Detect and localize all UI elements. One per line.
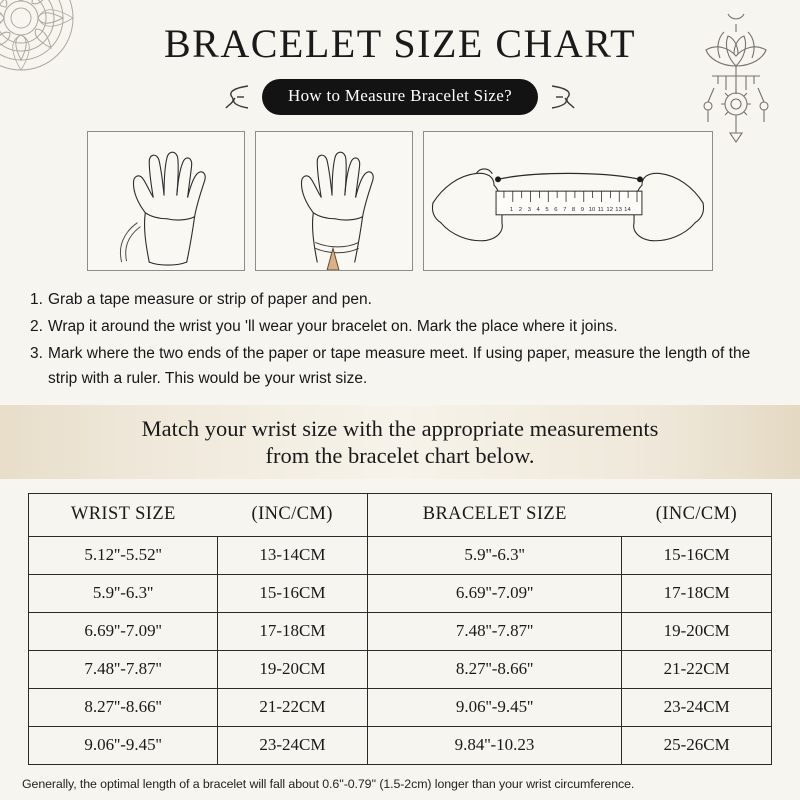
cell-bracelet-inch: 9.06''-9.45'' <box>367 689 621 727</box>
svg-text:5: 5 <box>545 206 549 213</box>
svg-text:4: 4 <box>536 206 540 213</box>
cell-wrist-cm: 21-22CM <box>218 689 368 727</box>
size-table-wrapper <box>28 493 772 765</box>
step-text: Mark where the two ends of the paper or tape measure meet. If using paper, measure the length of the strip with a ruler. This would be your wrist size. <box>48 345 751 388</box>
table-row <box>29 651 772 689</box>
svg-text:8: 8 <box>571 206 576 213</box>
subtitle-pill: How to Measure Bracelet Size? <box>262 79 538 115</box>
cell-bracelet-inch: 6.69''-7.09'' <box>367 575 621 613</box>
header-wrist-size: WRIST SIZE <box>29 494 218 537</box>
table-header-row <box>29 494 772 537</box>
header-bracelet-size: BRACELET SIZE <box>367 494 621 537</box>
svg-text:1: 1 <box>509 206 514 213</box>
banner-line-1: Match your wrist size with the appropriate measurements <box>141 416 659 441</box>
cell-bracelet-cm: 15-16CM <box>622 537 772 575</box>
cell-wrist-inch: 5.12''-5.52'' <box>29 537 218 575</box>
cell-bracelet-cm: 21-22CM <box>622 651 772 689</box>
cell-wrist-cm: 19-20CM <box>218 651 368 689</box>
cell-wrist-inch: 8.27''-8.66'' <box>29 689 218 727</box>
cell-bracelet-inch: 8.27''-8.66'' <box>367 651 621 689</box>
svg-text:13: 13 <box>615 206 622 213</box>
cell-wrist-inch: 5.9''-6.3'' <box>29 575 218 613</box>
match-size-banner <box>0 405 800 479</box>
svg-text:14: 14 <box>624 206 631 213</box>
svg-text:7: 7 <box>563 206 567 213</box>
cell-bracelet-cm: 19-20CM <box>622 613 772 651</box>
flourish-right-icon <box>550 82 576 112</box>
cell-wrist-cm: 17-18CM <box>218 613 368 651</box>
cell-bracelet-cm: 25-26CM <box>622 727 772 765</box>
hand-with-tape-measure-illustration <box>88 132 244 270</box>
cell-bracelet-inch: 9.84''-10.23 <box>367 727 621 765</box>
step-number: 1. <box>30 291 43 308</box>
svg-text:12: 12 <box>606 206 614 213</box>
cell-bracelet-inch: 7.48''-7.87'' <box>367 613 621 651</box>
step-text: Grab a tape measure or strip of paper and pen. <box>48 291 372 308</box>
cell-wrist-inch: 9.06''-9.45'' <box>29 727 218 765</box>
illustration-ruler-measure <box>423 131 713 271</box>
hands-measuring-strip-with-ruler-illustration <box>424 132 712 270</box>
table-row <box>29 613 772 651</box>
header-wrist-unit: (INC/CM) <box>218 494 368 537</box>
hand-with-paper-strip-illustration <box>256 132 412 270</box>
table-row <box>29 689 772 727</box>
size-table <box>28 493 772 765</box>
instruction-step <box>30 341 766 391</box>
cell-wrist-cm: 15-16CM <box>218 575 368 613</box>
cell-wrist-cm: 13-14CM <box>218 537 368 575</box>
step-number: 3. <box>30 345 43 363</box>
header-bracelet-unit: (INC/CM) <box>622 494 772 537</box>
step-number: 2. <box>30 318 43 336</box>
cell-bracelet-inch: 5.9''-6.3'' <box>367 537 621 575</box>
illustration-row <box>0 131 800 271</box>
cell-bracelet-cm: 17-18CM <box>622 575 772 613</box>
svg-text:6: 6 <box>554 206 558 213</box>
cell-wrist-inch: 7.48''-7.87'' <box>29 651 218 689</box>
svg-text:3: 3 <box>527 206 531 213</box>
svg-text:2: 2 <box>518 206 523 213</box>
illustration-hand-paper <box>255 131 413 271</box>
page-title: BRACELET SIZE CHART <box>163 21 637 66</box>
svg-text:10: 10 <box>588 206 596 213</box>
footnote: Generally, the optimal length of a bracelet will fall about 0.6''-0.79'' (1.5-2cm) longer than your wrist circumference. <box>22 777 635 792</box>
table-row <box>29 537 772 575</box>
table-row <box>29 727 772 765</box>
svg-text:9: 9 <box>580 206 585 213</box>
cell-bracelet-cm: 23-24CM <box>622 689 772 727</box>
instruction-step <box>30 287 766 312</box>
illustration-hand-tape <box>87 131 245 271</box>
svg-text:11: 11 <box>597 206 604 213</box>
table-row <box>29 575 772 613</box>
flourish-left-icon <box>224 82 250 112</box>
subtitle-row <box>0 79 800 115</box>
step-text: Wrap it around the wrist you 'll wear your bracelet on. Mark the place where it joins. <box>48 318 618 336</box>
instructions-list <box>30 287 766 391</box>
cell-wrist-inch: 6.69''-7.09'' <box>29 613 218 651</box>
instruction-step <box>30 314 766 339</box>
banner-line-2: from the bracelet chart below. <box>265 443 535 469</box>
cell-wrist-cm: 23-24CM <box>218 727 368 765</box>
